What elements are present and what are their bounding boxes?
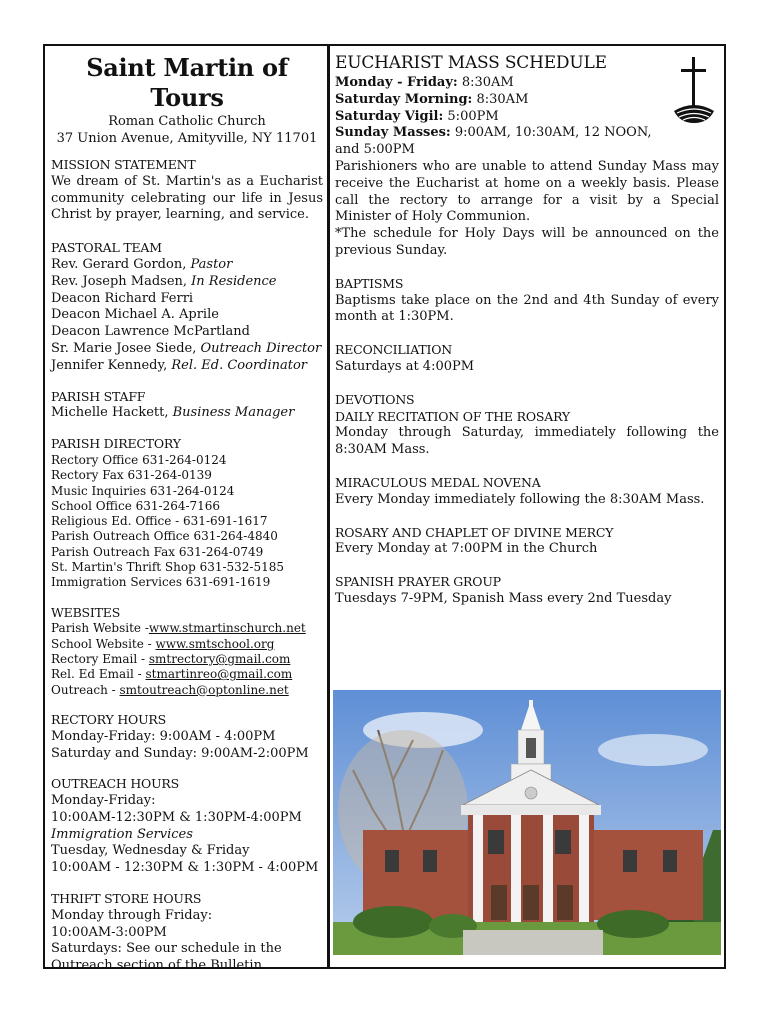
websites-heading: WEBSITES bbox=[51, 604, 121, 620]
thrift-hours-heading: THRIFT STORE HOURS bbox=[51, 891, 202, 907]
rectory-hours-line: Monday-Friday: 9:00AM - 4:00PM bbox=[51, 728, 276, 744]
medal-text: Every Monday immediately following the 8:30AM Mass. bbox=[335, 491, 705, 507]
directory-entry: Music Inquiries 631-264-0124 bbox=[51, 483, 235, 498]
outreach-hours-line: Monday-Friday: bbox=[51, 793, 156, 809]
directory-entry: St. Martin's Thrift Shop 631-532-5185 bbox=[51, 560, 285, 575]
devotions-heading: DEVOTIONS bbox=[335, 391, 415, 407]
website-entry: Rectory Email - smtrectory@gmail.com bbox=[51, 652, 291, 667]
chaplet-text: Every Monday at 7:00PM in the Church bbox=[335, 541, 598, 557]
homebound-text: Parishioners who are unable to attend Sunday Mass may receive the Eucharist at home on a weekly basis. Please call the rectory to arrange for a visit by a Special Minister of Holy Communion. bbox=[335, 158, 719, 225]
mission-heading: MISSION STATEMENT bbox=[51, 157, 196, 172]
outreach-hours-line: 10:00AM-12:30PM & 1:30PM-4:00PM bbox=[51, 809, 302, 825]
directory-entry: Immigration Services 631-691-1619 bbox=[51, 575, 271, 590]
mass-schedule-heading: EUCHARIST MASS SCHEDULE bbox=[335, 53, 607, 73]
left-column bbox=[51, 53, 323, 975]
outreach-email-link[interactable]: smtoutreach@optonline.net bbox=[119, 682, 289, 697]
spanish-heading: SPANISH PRAYER GROUP bbox=[335, 574, 501, 590]
website-entry: Outreach - smtoutreach@optonline.net bbox=[51, 682, 289, 697]
directory-heading: PARISH DIRECTORY bbox=[51, 436, 181, 452]
rectory-hours-line: Saturday and Sunday: 9:00AM-2:00PM bbox=[51, 745, 309, 761]
website-entry: Parish Website -www.stmartinschurch.net bbox=[51, 621, 306, 636]
mass-times bbox=[335, 75, 655, 159]
website-entry: School Website - www.smtschool.org bbox=[51, 636, 275, 651]
mass-time-row: and 5:00PM bbox=[335, 142, 415, 158]
directory-entry: Parish Outreach Fax 631-264-0749 bbox=[51, 544, 264, 559]
pastoral-member: Rev. Joseph Madsen, In Residence bbox=[51, 273, 277, 289]
websites-list bbox=[51, 621, 323, 697]
rectory-hours-heading: RECTORY HOURS bbox=[51, 711, 166, 727]
thrift-hours-line: Outreach section of the Bulletin. bbox=[51, 958, 267, 974]
mass-time-row: Sunday Masses: 9:00AM, 10:30AM, 12 NOON, bbox=[335, 125, 652, 141]
spanish-text: Tuesdays 7-9PM, Spanish Mass every 2nd Tuesday bbox=[335, 590, 672, 606]
pastoral-member: Deacon Richard Ferri bbox=[51, 290, 194, 306]
pastoral-member: Deacon Michael A. Aprile bbox=[51, 307, 219, 323]
cross-chalice-icon bbox=[668, 55, 720, 129]
medal-heading: MIRACULOUS MEDAL NOVENA bbox=[335, 474, 541, 490]
church-photo bbox=[333, 690, 721, 955]
column-divider bbox=[327, 44, 330, 969]
mass-time-row: Saturday Vigil: 5:00PM bbox=[335, 108, 499, 124]
outreach-hours-heading: OUTREACH HOURS bbox=[51, 776, 179, 792]
church-subtitle: Roman Catholic Church bbox=[108, 114, 266, 129]
chaplet-heading: ROSARY AND CHAPLET OF DIVINE MERCY bbox=[335, 524, 614, 540]
mass-time-row: Saturday Morning: 8:30AM bbox=[335, 91, 529, 107]
pastoral-member: Jennifer Kennedy, Rel. Ed. Coordinator bbox=[51, 357, 308, 373]
directory-entry: Rectory Office 631-264-0124 bbox=[51, 452, 227, 467]
pastoral-heading: PASTORAL TEAM bbox=[51, 240, 162, 256]
pastoral-member: Deacon Lawrence McPartland bbox=[51, 324, 250, 340]
rosary-heading: DAILY RECITATION OF THE ROSARY bbox=[335, 408, 570, 424]
staff-heading: PARISH STAFF bbox=[51, 388, 146, 404]
directory-entry: School Office 631-264-7166 bbox=[51, 498, 221, 513]
outreach-hours-line: Tuesday, Wednesday & Friday bbox=[51, 843, 250, 859]
immigration-services-label: Immigration Services bbox=[51, 826, 193, 842]
holy-days-text: *The schedule for Holy Days will be announced on the previous Sunday. bbox=[335, 226, 719, 258]
church-title: Saint Martin of Tours bbox=[86, 53, 288, 112]
pastoral-member: Sr. Marie Josee Siede, Outreach Director bbox=[51, 340, 322, 356]
mission-text: We dream of St. Martin's as a Eucharist community celebrating our life in Jesus Christ by prayer, learning, and service. bbox=[51, 173, 323, 223]
outreach-hours-line: 10:00AM - 12:30PM & 1:30PM - 4:00PM bbox=[51, 860, 319, 876]
thrift-hours-line: Monday through Friday: bbox=[51, 907, 213, 923]
staff-member: Michelle Hackett, Business Manager bbox=[51, 405, 295, 421]
directory-list bbox=[51, 453, 323, 591]
rectory-email-link[interactable]: smtrectory@gmail.com bbox=[148, 652, 291, 667]
right-column bbox=[335, 53, 719, 608]
baptisms-text: Baptisms take place on the 2nd and 4th Sunday of every month at 1:30PM. bbox=[335, 292, 719, 325]
school-website-link[interactable]: www.smtschool.org bbox=[155, 636, 275, 651]
directory-entry: Rectory Fax 631-264-0139 bbox=[51, 468, 212, 483]
pastoral-member: Rev. Gerard Gordon, Pastor bbox=[51, 256, 233, 272]
thrift-hours-line: Saturdays: See our schedule in the bbox=[51, 941, 282, 957]
mass-time-row: Monday - Friday: 8:30AM bbox=[335, 75, 514, 90]
reled-email-link[interactable]: stmartinreo@gmail.com bbox=[145, 667, 293, 682]
directory-entry: Parish Outreach Office 631-264-4840 bbox=[51, 529, 278, 544]
rosary-text: Monday through Saturday, immediately following the 8:30AM Mass. bbox=[335, 425, 719, 458]
reconciliation-heading: RECONCILIATION bbox=[335, 342, 453, 358]
thrift-hours-line: 10:00AM-3:00PM bbox=[51, 924, 167, 940]
church-address: 37 Union Avenue, Amityville, NY 11701 bbox=[56, 131, 318, 146]
pastoral-list bbox=[51, 257, 323, 375]
directory-entry: Religious Ed. Office - 631-691-1617 bbox=[51, 514, 268, 529]
reconciliation-text: Saturdays at 4:00PM bbox=[335, 358, 475, 374]
parish-website-link[interactable]: www.stmartinschurch.net bbox=[148, 621, 306, 636]
baptisms-heading: BAPTISMS bbox=[335, 275, 404, 291]
website-entry: Rel. Ed Email - stmartinreo@gmail.com bbox=[51, 667, 293, 682]
